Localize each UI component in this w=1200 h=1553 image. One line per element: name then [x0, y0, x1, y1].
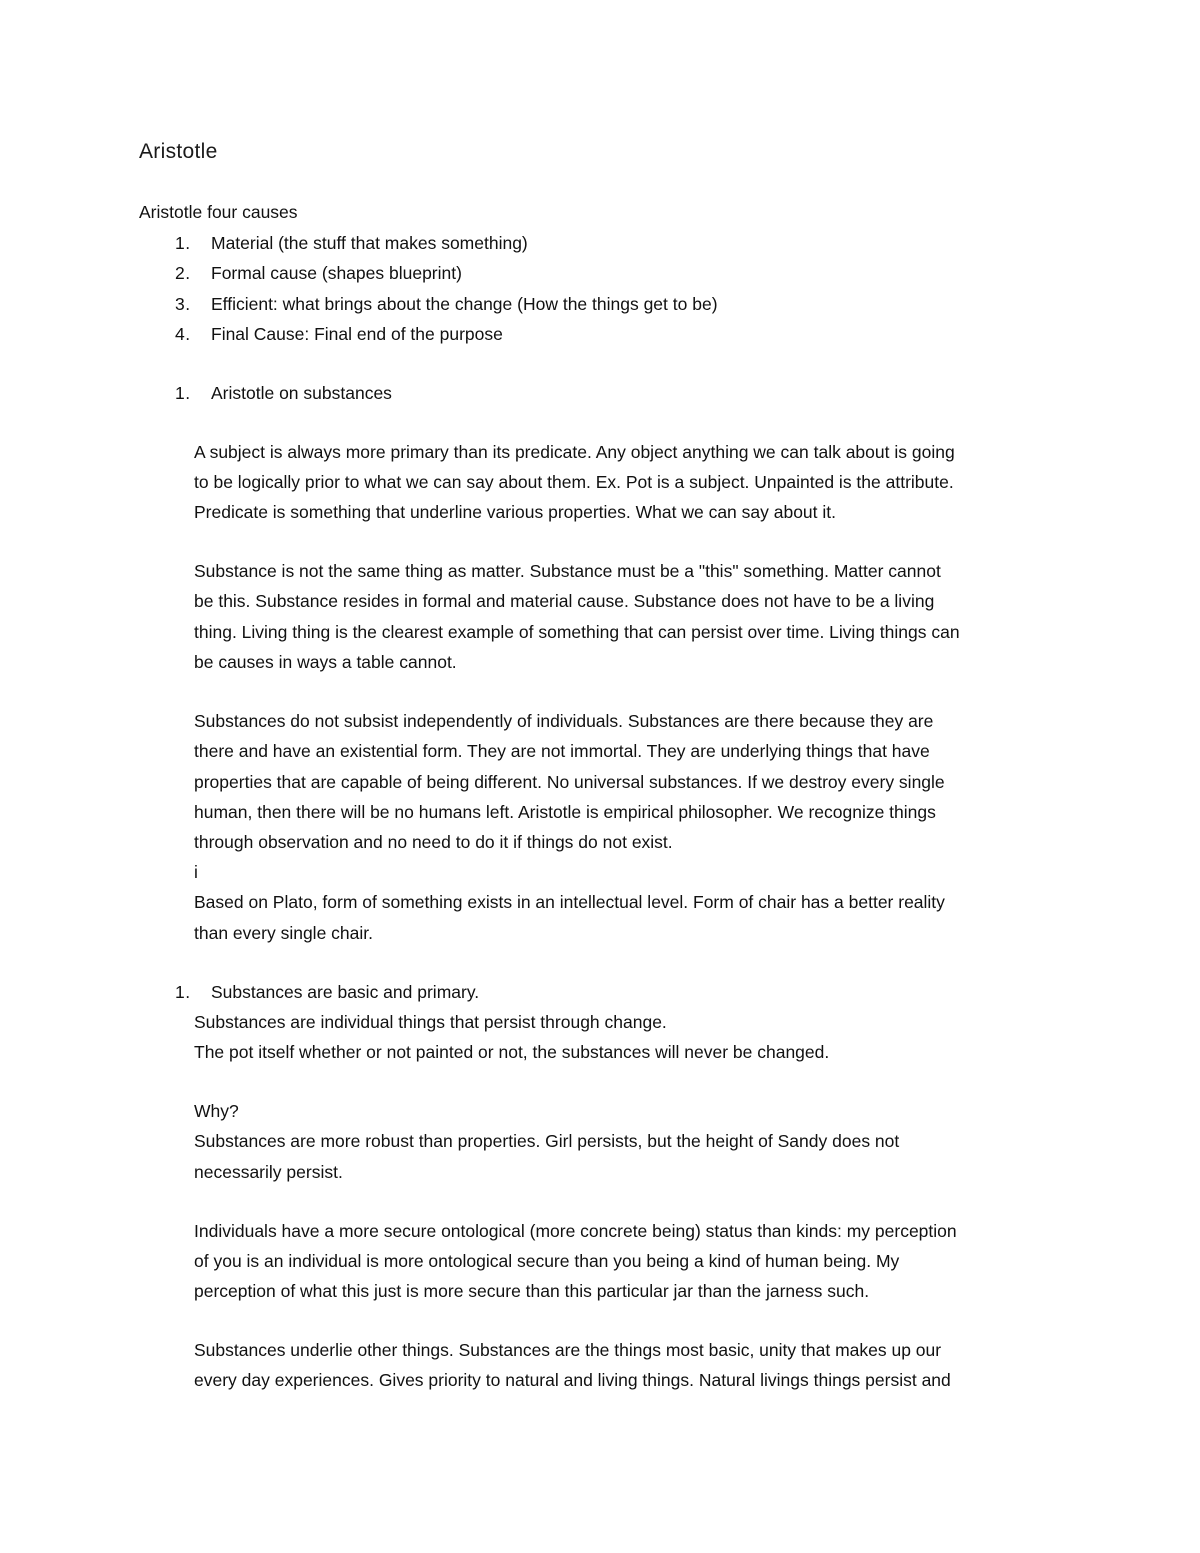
- paragraph-line: perception of what this just is more secure than this particular jar than the jarness such.: [194, 1281, 870, 1301]
- document-title: Aristotle: [139, 140, 218, 163]
- paragraph-line: to be logically prior to what we can say about them. Ex. Pot is a subject. Unpainted is the attribute.: [194, 472, 954, 492]
- paragraph-line: every day experiences. Gives priority to natural and living things. Natural livings things persist and: [194, 1370, 951, 1390]
- paragraph-line: Substance is not the same thing as matter. Substance must be a "this" something. Matter cannot: [194, 561, 941, 581]
- list-item: Material (the stuff that makes something): [211, 233, 528, 253]
- list-item: Final Cause: Final end of the purpose: [211, 324, 503, 344]
- paragraph-line: of you is an individual is more ontological secure than you being a kind of human being. My: [194, 1251, 900, 1271]
- paragraph-line: Predicate is something that underline various properties. What we can say about it.: [194, 502, 837, 522]
- paragraph-line: than every single chair.: [194, 923, 373, 943]
- section-number: 1.: [175, 982, 191, 1002]
- paragraph-line: Why?: [194, 1101, 239, 1121]
- list-number: 4.: [175, 324, 191, 344]
- paragraph-line: Based on Plato, form of something exists in an intellectual level. Form of chair has a better reality: [194, 892, 945, 912]
- paragraph-line: Individuals have a more secure ontological (more concrete being) status than kinds: my perception: [194, 1221, 957, 1241]
- paragraph-line: thing. Living thing is the clearest example of something that can persist over time. Living things can: [194, 622, 960, 642]
- section-number: 1.: [175, 383, 191, 403]
- list-number: 3.: [175, 294, 191, 314]
- paragraph-line: Substances are individual things that persist through change.: [194, 1012, 667, 1032]
- list-number: 1.: [175, 233, 191, 253]
- list-item: Formal cause (shapes blueprint): [211, 263, 462, 283]
- paragraph-line: be this. Substance resides in formal and material cause. Substance does not have to be a living: [194, 591, 935, 611]
- paragraph-line: Substances are more robust than properties. Girl persists, but the height of Sandy does not: [194, 1131, 900, 1151]
- paragraph-line: necessarily persist.: [194, 1162, 343, 1182]
- paragraph-line: properties that are capable of being different. No universal substances. If we destroy every single: [194, 772, 945, 792]
- section-heading: Aristotle on substances: [211, 383, 392, 403]
- paragraph-line: human, then there will be no humans left. Aristotle is empirical philosopher. We recognize things: [194, 802, 936, 822]
- list-number: 2.: [175, 263, 191, 283]
- paragraph-line: there and have an existential form. They are not immortal. They are underlying things that have: [194, 741, 930, 761]
- paragraph-line: Substances do not subsist independently of individuals. Substances are there because they are: [194, 711, 934, 731]
- paragraph-line: be causes in ways a table cannot.: [194, 652, 457, 672]
- paragraph-line: Substances underlie other things. Substances are the things most basic, unity that makes up our: [194, 1340, 942, 1360]
- causes-heading: Aristotle four causes: [139, 202, 298, 222]
- paragraph-line: through observation and no need to do it if things do not exist.: [194, 832, 673, 852]
- paragraph-line: i: [194, 862, 198, 882]
- paragraph-line: The pot itself whether or not painted or not, the substances will never be changed.: [194, 1042, 830, 1062]
- section-heading: Substances are basic and primary.: [211, 982, 480, 1002]
- list-item: Efficient: what brings about the change (How the things get to be): [211, 294, 718, 314]
- paragraph-line: A subject is always more primary than its predicate. Any object anything we can talk about is going: [194, 442, 955, 462]
